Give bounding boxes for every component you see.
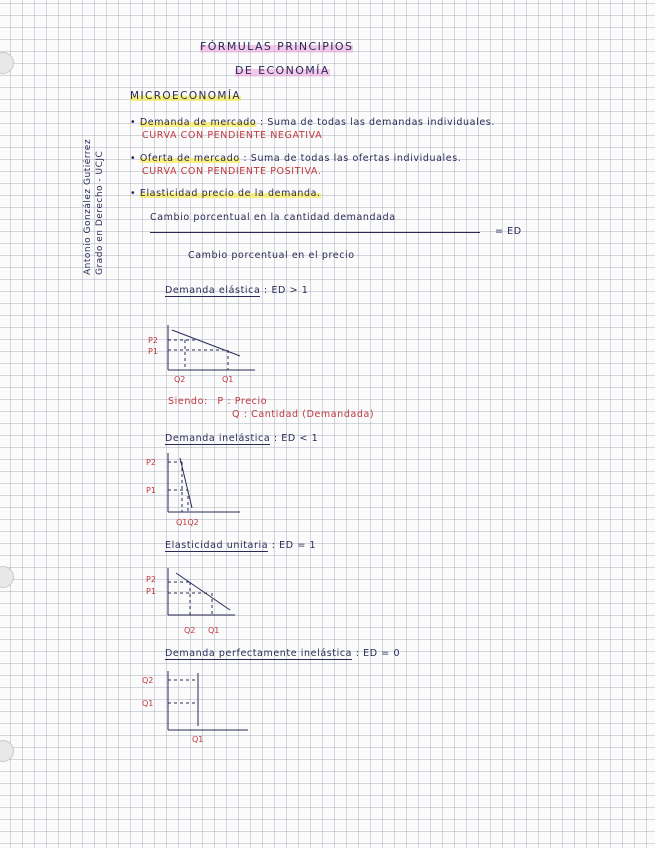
bullet-text: : Suma de todas las demandas individuales. — [259, 117, 495, 128]
author-note — [82, 139, 106, 275]
x-label-q1: Q1 — [192, 735, 204, 744]
graph-inelastica — [140, 450, 250, 530]
case-elastica — [165, 285, 308, 296]
graph-unitaria — [140, 565, 250, 640]
bullet-term: Elasticidad precio de la demanda. — [139, 188, 321, 199]
x-label-q2: Q2 — [174, 375, 186, 384]
case-inelastica — [165, 433, 318, 444]
y-label-p2: P2 — [146, 458, 156, 467]
legend — [168, 396, 267, 407]
y-label-q1: Q1 — [142, 699, 154, 708]
bullet-term: Oferta de mercado — [139, 153, 240, 164]
case-condition: : ED = 1 — [271, 540, 317, 551]
bullet-oferta-mercado — [130, 153, 461, 164]
case-condition: : ED > 1 — [264, 285, 309, 296]
bullet-note: CURVA CON PENDIENTE NEGATIVA — [142, 130, 323, 141]
graph-elastica — [140, 320, 260, 385]
x-label-q1: Q1 — [222, 375, 234, 384]
case-perfectamente-inelastica — [165, 648, 400, 659]
punch-hole — [0, 566, 14, 588]
fraction-bar — [150, 232, 480, 233]
bullet-note: CURVA CON PENDIENTE POSITIVA. — [142, 166, 322, 177]
legend-lead: Siendo: — [168, 396, 208, 407]
case-title: Demanda perfectamente inelástica — [165, 648, 353, 659]
y-label-p1: P1 — [146, 587, 156, 596]
punch-hole — [0, 52, 14, 74]
bullet-text: : Suma de todas las ofertas individuales. — [243, 153, 462, 164]
bullet-dot: • — [130, 153, 137, 164]
author-degree: Grado en Derecho - UCJC — [95, 150, 105, 275]
case-unitaria — [165, 540, 316, 551]
y-label-p2: P2 — [146, 575, 156, 584]
x-label-q1: Q1 — [208, 626, 220, 635]
case-condition: : ED = 0 — [355, 648, 401, 659]
case-title: Demanda elástica — [165, 285, 261, 296]
graph-perfectamente-inelastica — [140, 668, 250, 748]
title-line-1: FÓRMULAS PRINCIPIOS — [200, 40, 354, 53]
title-line-2: DE ECONOMÍA — [235, 64, 330, 77]
y-label-p1: P1 — [148, 347, 158, 356]
formula-denominator: Cambio porcentual en el precio — [188, 250, 355, 261]
y-label-p2: P2 — [148, 336, 158, 345]
x-label-q2: Q2 — [184, 626, 196, 635]
x-label-q: Q1Q2 — [176, 518, 199, 527]
formula-result: = ED — [495, 226, 522, 237]
case-title: Elasticidad unitaria — [165, 540, 269, 551]
section-heading: MICROECONOMÍA — [130, 90, 241, 102]
case-condition: : ED < 1 — [273, 433, 319, 444]
bullet-dot: • — [130, 117, 137, 128]
bullet-demanda-mercado — [130, 117, 495, 128]
formula-numerator: Cambio porcentual en la cantidad demandada — [150, 212, 396, 223]
y-label-p1: P1 — [146, 486, 156, 495]
legend-q: Q : Cantidad (Demandada) — [232, 409, 375, 420]
bullet-term: Demanda de mercado — [139, 117, 257, 128]
author-name: Antonio González Gutiérrez — [83, 138, 93, 275]
case-title: Demanda inelástica — [165, 433, 271, 444]
legend-p: P : Precio — [217, 396, 268, 407]
bullet-elasticidad — [130, 188, 321, 199]
bullet-dot: • — [130, 188, 137, 199]
y-label-q2: Q2 — [142, 676, 154, 685]
punch-hole — [0, 740, 14, 762]
